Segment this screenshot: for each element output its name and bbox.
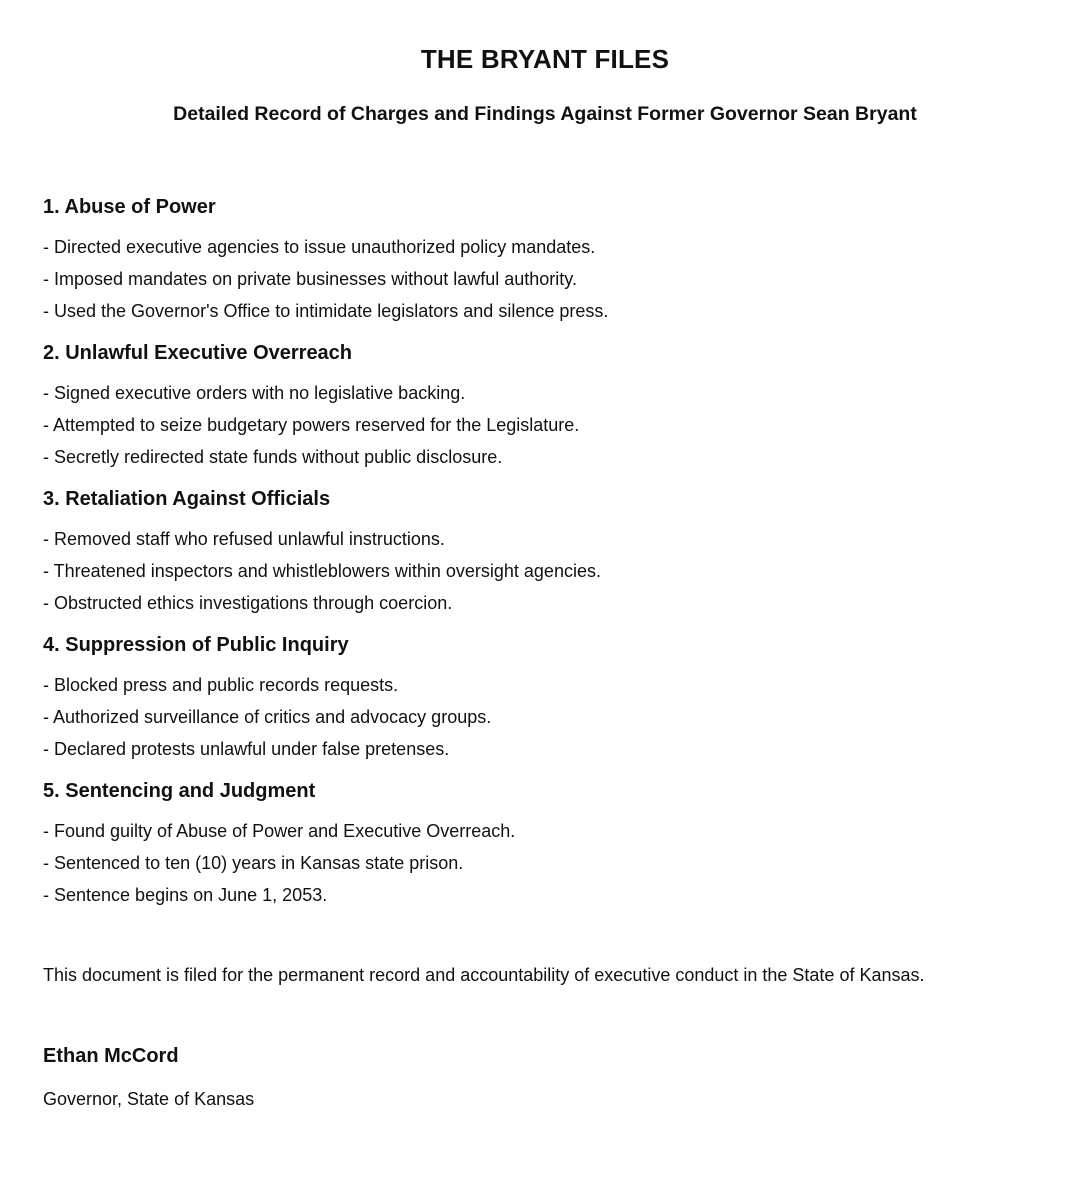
list-item: - Attempted to seize budgetary powers reserved for the Legislature. [43,415,580,435]
section-heading: 2. Unlawful Executive Overreach [43,342,353,364]
section-sentencing-and-judgment [43,777,1043,911]
document-title: THE BRYANT FILES [420,44,670,74]
section-suppression-of-public-inquiry [43,631,1043,765]
section-heading: 1. Abuse of Power [43,196,216,218]
list-item: - Authorized surveillance of critics and advocacy groups. [43,707,492,727]
section-abuse-of-power [43,193,1043,327]
section-unlawful-executive-overreach [43,339,1043,473]
list-item: - Removed staff who refused unlawful instructions. [43,529,445,549]
list-item: - Found guilty of Abuse of Power and Executive Overreach. [43,821,516,841]
signer-name: Ethan McCord [43,1045,179,1067]
list-item: - Sentenced to ten (10) years in Kansas state prison. [43,853,464,873]
list-item: - Obstructed ethics investigations through coercion. [43,593,453,613]
list-item: - Blocked press and public records requests. [43,675,399,695]
list-item: - Threatened inspectors and whistleblowers within oversight agencies. [43,561,601,581]
charges-sections [43,193,1043,923]
list-item: - Sentence begins on June 1, 2053. [43,885,328,905]
list-item: - Signed executive orders with no legislative backing. [43,383,466,403]
document-subtitle: Detailed Record of Charges and Findings Against Former Governor Sean Bryant [173,103,917,125]
section-heading: 3. Retaliation Against Officials [43,488,331,510]
list-item: - Secretly redirected state funds without public disclosure. [43,447,503,467]
closing-statement: This document is filed for the permanent record and accountability of executive conduct in the State of Kansas. [43,965,925,985]
section-retaliation-against-officials [43,485,1043,619]
list-item: - Declared protests unlawful under false pretenses. [43,739,450,759]
section-heading: 4. Suppression of Public Inquiry [43,634,349,656]
list-item: - Used the Governor's Office to intimidate legislators and silence press. [43,301,609,321]
list-item: - Imposed mandates on private businesses without lawful authority. [43,269,577,289]
list-item: - Directed executive agencies to issue unauthorized policy mandates. [43,237,596,257]
signer-title: Governor, State of Kansas [43,1089,255,1109]
section-heading: 5. Sentencing and Judgment [43,780,316,802]
